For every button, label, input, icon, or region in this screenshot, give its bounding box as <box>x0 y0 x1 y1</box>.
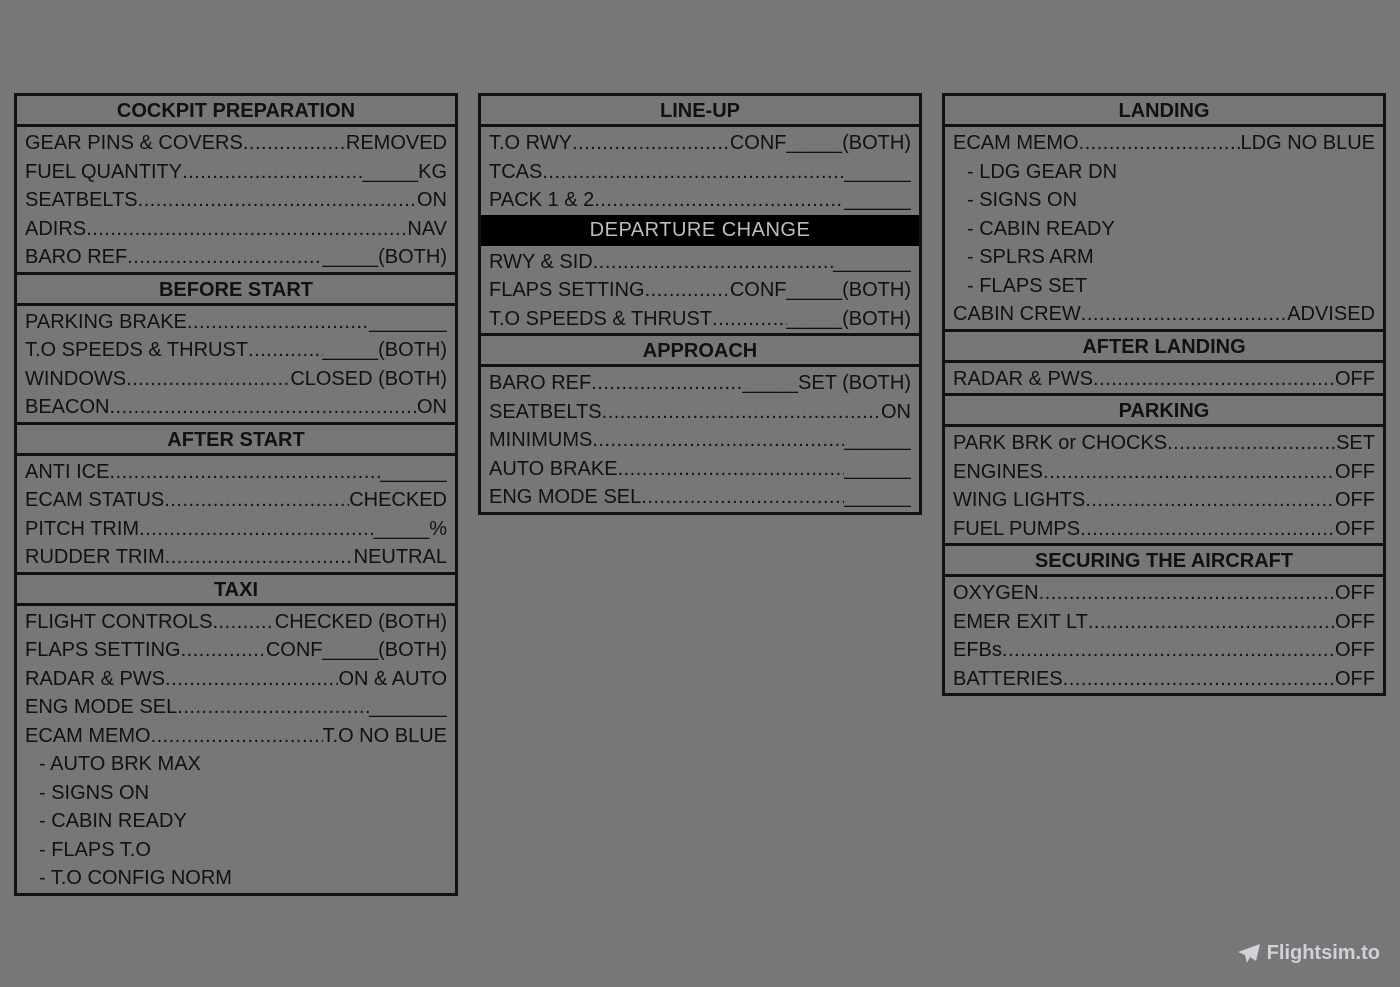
dot-leader <box>109 393 417 422</box>
item-label: ECAM STATUS <box>25 489 165 511</box>
section-departure-change <box>481 215 919 334</box>
checklist-item <box>953 579 1375 608</box>
item-label: EMER EXIT LT <box>953 610 1088 633</box>
checklist-item <box>953 458 1375 487</box>
item-value: _____% <box>373 517 447 540</box>
item-label: MINIMUMS <box>489 429 593 451</box>
item-value: ______ <box>844 486 911 508</box>
item-value: ______ <box>844 160 911 183</box>
checklist-subitem <box>25 836 447 865</box>
item-value: LDG NO BLUE <box>1240 132 1375 154</box>
item-label: FLAPS SETTING <box>25 639 181 661</box>
checklist-item <box>489 483 911 512</box>
checklist-item <box>25 515 447 544</box>
item-value: OFF <box>1335 489 1375 511</box>
item-label: ENGINES <box>953 460 1044 483</box>
item-label: T.O RWY <box>489 132 572 154</box>
checklist-subitem <box>25 864 447 893</box>
checklist-item <box>25 608 447 637</box>
item-value: OFF <box>1335 639 1375 661</box>
checklist-item <box>25 243 447 272</box>
item-label: BARO REF <box>25 246 128 268</box>
section-title: COCKPIT PREPARATION <box>17 96 455 127</box>
item-label: ENG MODE SEL <box>25 696 178 718</box>
item-value: ______ <box>844 457 911 480</box>
item-label: RWY & SID <box>489 250 593 273</box>
dot-leader <box>164 486 349 515</box>
section-after-landing <box>945 329 1383 394</box>
section-title: AFTER LANDING <box>945 329 1383 363</box>
item-label: ANTI ICE <box>25 460 110 483</box>
checklist-subitem <box>953 272 1375 301</box>
item-value: OFF <box>1335 667 1375 690</box>
section-title: TAXI <box>17 572 455 606</box>
checklist-item <box>25 336 447 365</box>
watermark-text: Flightsim.to <box>1266 942 1380 964</box>
checklist-item <box>25 458 447 487</box>
dot-leader <box>1085 486 1335 515</box>
dot-leader <box>243 129 346 158</box>
section-cockpit-preparation <box>17 96 455 272</box>
item-value: ON <box>881 400 911 423</box>
item-value: NAV <box>407 217 447 240</box>
dot-leader <box>645 276 730 305</box>
checklist-item <box>489 248 911 277</box>
checklist-item <box>25 543 447 572</box>
item-label: RADAR & PWS <box>953 367 1094 390</box>
dot-leader <box>1063 665 1335 694</box>
item-value: ON <box>417 396 447 418</box>
item-label: - AUTO BRK MAX <box>39 753 201 775</box>
dot-leader <box>187 308 369 337</box>
checklist-item <box>953 486 1375 515</box>
item-value: OFF <box>1335 517 1375 540</box>
checklist-item <box>489 129 911 158</box>
checklist-item <box>25 693 447 722</box>
dot-leader <box>165 543 354 572</box>
item-label: PARK BRK or CHOCKS <box>953 432 1168 454</box>
dot-leader <box>542 158 844 187</box>
dot-leader <box>248 336 322 365</box>
item-value: OFF <box>1335 610 1375 633</box>
section-approach <box>481 333 919 512</box>
item-label: CABIN CREW <box>953 303 1081 325</box>
item-label: BEACON <box>25 396 110 418</box>
item-label: OXYGEN <box>953 582 1039 604</box>
item-label: WING LIGHTS <box>953 489 1086 511</box>
section-title: DEPARTURE CHANGE <box>481 215 919 246</box>
checklist-item <box>25 486 447 515</box>
item-label: PARKING BRAKE <box>25 310 187 333</box>
item-value: CONF_____(BOTH) <box>265 639 447 661</box>
checklist-item <box>953 515 1375 544</box>
dot-leader <box>1093 365 1335 394</box>
dot-leader <box>1088 608 1335 637</box>
item-value: _____(BOTH) <box>322 339 447 361</box>
item-value: ADVISED <box>1287 303 1375 325</box>
checklist-subitem <box>25 807 447 836</box>
flightsim-watermark <box>1237 942 1380 965</box>
checklist-item <box>953 300 1375 329</box>
checklist-item <box>489 186 911 215</box>
item-label: WINDOWS <box>25 367 127 390</box>
dot-leader <box>1079 129 1241 158</box>
item-label: - CABIN READY <box>39 810 187 832</box>
item-label: FUEL PUMPS <box>953 517 1081 540</box>
checklist-subitem <box>953 186 1375 215</box>
item-label: FUEL QUANTITY <box>25 160 183 183</box>
item-label: BATTERIES <box>953 667 1063 690</box>
item-label: BARO REF <box>489 372 592 394</box>
section-title: AFTER START <box>17 422 455 456</box>
dot-leader <box>151 722 323 751</box>
item-value: CHECKED (BOTH) <box>274 610 447 633</box>
checklist-item <box>25 129 447 158</box>
dot-leader <box>1002 636 1335 665</box>
item-label: - SIGNS ON <box>967 189 1078 211</box>
item-label: ECAM MEMO <box>953 132 1079 154</box>
checklist-column-left <box>14 93 458 896</box>
item-value: CHECKED <box>349 489 447 511</box>
item-value: OFF <box>1335 367 1375 390</box>
item-label: FLIGHT CONTROLS <box>25 610 213 633</box>
paper-plane-icon <box>1237 943 1261 965</box>
checklist-subitem <box>953 215 1375 244</box>
item-value: _______ <box>833 250 911 273</box>
section-after-start <box>17 422 455 572</box>
dot-leader <box>712 305 786 334</box>
checklist-item <box>25 722 447 751</box>
checklist-column-right <box>942 93 1386 696</box>
item-value: _____(BOTH) <box>786 307 911 330</box>
checklist-item <box>25 365 447 394</box>
dot-leader <box>212 608 274 637</box>
section-title: APPROACH <box>481 333 919 367</box>
section-title: SECURING THE AIRCRAFT <box>945 543 1383 577</box>
item-value: NEUTRAL <box>353 546 447 568</box>
checklist-item <box>953 665 1375 694</box>
item-value: _____(BOTH) <box>322 246 447 268</box>
checklist-item <box>25 186 447 215</box>
item-label: RADAR & PWS <box>25 667 166 690</box>
dot-leader <box>593 248 833 277</box>
item-value: _______ <box>369 696 447 718</box>
checklist-subitem <box>953 243 1375 272</box>
item-label: AUTO BRAKE <box>489 457 618 480</box>
item-label: SEATBELTS <box>25 189 138 211</box>
checklist-subitem <box>25 750 447 779</box>
checklist-item <box>953 429 1375 458</box>
item-value: SET <box>1336 432 1375 454</box>
dot-leader <box>127 243 322 272</box>
section-before-start <box>17 272 455 422</box>
item-label: T.O SPEEDS & THRUST <box>489 307 713 330</box>
item-value: CONF_____(BOTH) <box>729 279 911 301</box>
item-label: GEAR PINS & COVERS <box>25 132 243 154</box>
checklist-item <box>25 636 447 665</box>
checklist-item <box>489 158 911 187</box>
section-taxi <box>17 572 455 893</box>
dot-leader <box>139 515 374 544</box>
item-label: ECAM MEMO <box>25 724 151 747</box>
dot-leader <box>165 665 338 694</box>
dot-leader <box>618 455 845 484</box>
checklist-item <box>25 215 447 244</box>
checklist-item <box>489 369 911 398</box>
dot-leader <box>86 215 407 244</box>
checklist-item <box>953 365 1375 394</box>
item-value: T.O NO BLUE <box>322 724 447 747</box>
checklist-subitem <box>953 158 1375 187</box>
section-securing-the-aircraft <box>945 543 1383 693</box>
item-value: ______ <box>380 460 447 483</box>
dot-leader <box>182 158 362 187</box>
item-label: - CABIN READY <box>967 217 1115 240</box>
dot-leader <box>181 636 266 665</box>
section-title: PARKING <box>945 393 1383 427</box>
dot-leader <box>138 186 417 215</box>
item-label: - FLAPS SET <box>967 274 1088 297</box>
section-landing <box>945 96 1383 329</box>
dot-leader <box>1043 458 1335 487</box>
dot-leader <box>641 483 844 512</box>
item-value: _______ <box>369 310 447 333</box>
item-value: ON & AUTO <box>338 667 447 690</box>
item-label: ENG MODE SEL <box>489 486 642 508</box>
checklist-subitem <box>25 779 447 808</box>
item-value: REMOVED <box>345 132 447 154</box>
dot-leader <box>572 129 730 158</box>
item-value: CONF_____(BOTH) <box>729 132 911 154</box>
section-parking <box>945 393 1383 543</box>
item-value: ON <box>417 189 447 211</box>
item-label: - SIGNS ON <box>39 781 150 804</box>
checklist-item <box>489 305 911 334</box>
item-label: RUDDER TRIM <box>25 546 165 568</box>
checklist-item <box>25 393 447 422</box>
dot-leader <box>594 186 844 215</box>
checklist-column-middle <box>478 93 922 515</box>
item-label: SEATBELTS <box>489 400 602 423</box>
dot-leader <box>126 365 290 394</box>
item-label: FLAPS SETTING <box>489 279 645 301</box>
section-line-up <box>481 96 919 215</box>
checklist-item <box>953 129 1375 158</box>
checklist-item <box>953 608 1375 637</box>
dot-leader <box>592 426 844 455</box>
dot-leader <box>1167 429 1336 458</box>
checklist-item <box>489 426 911 455</box>
item-label: T.O SPEEDS & THRUST <box>25 339 249 361</box>
item-label: - LDG GEAR DN <box>967 160 1118 183</box>
section-title: LANDING <box>945 96 1383 127</box>
item-value: ______ <box>844 429 911 451</box>
item-label: TCAS <box>489 160 543 183</box>
item-label: EFBs <box>953 639 1002 661</box>
item-label: PITCH TRIM <box>25 517 140 540</box>
item-value: _____KG <box>362 160 447 183</box>
section-title: LINE-UP <box>481 96 919 127</box>
section-title: BEFORE START <box>17 272 455 306</box>
checklist-item <box>25 308 447 337</box>
dot-leader <box>1080 515 1335 544</box>
item-value: _____SET (BOTH) <box>742 372 911 394</box>
item-label: - T.O CONFIG NORM <box>39 867 232 889</box>
checklist-item <box>953 636 1375 665</box>
checklist-item <box>489 276 911 305</box>
dot-leader <box>109 458 380 487</box>
dot-leader <box>1081 300 1287 329</box>
checklist-item <box>489 455 911 484</box>
dot-leader <box>591 369 742 398</box>
item-label: PACK 1 & 2 <box>489 189 595 211</box>
item-value: OFF <box>1335 582 1375 604</box>
checklist-item <box>25 665 447 694</box>
checklist-item <box>25 158 447 187</box>
item-value: OFF <box>1335 460 1375 483</box>
item-value: ______ <box>844 189 911 211</box>
dot-leader <box>177 693 369 722</box>
item-value: CLOSED (BOTH) <box>290 367 447 390</box>
item-label: - FLAPS T.O <box>39 838 151 861</box>
item-label: ADIRS <box>25 217 87 240</box>
checklist-item <box>489 398 911 427</box>
dot-leader <box>602 398 881 427</box>
dot-leader <box>1039 579 1335 608</box>
item-label: - SPLRS ARM <box>967 246 1094 268</box>
